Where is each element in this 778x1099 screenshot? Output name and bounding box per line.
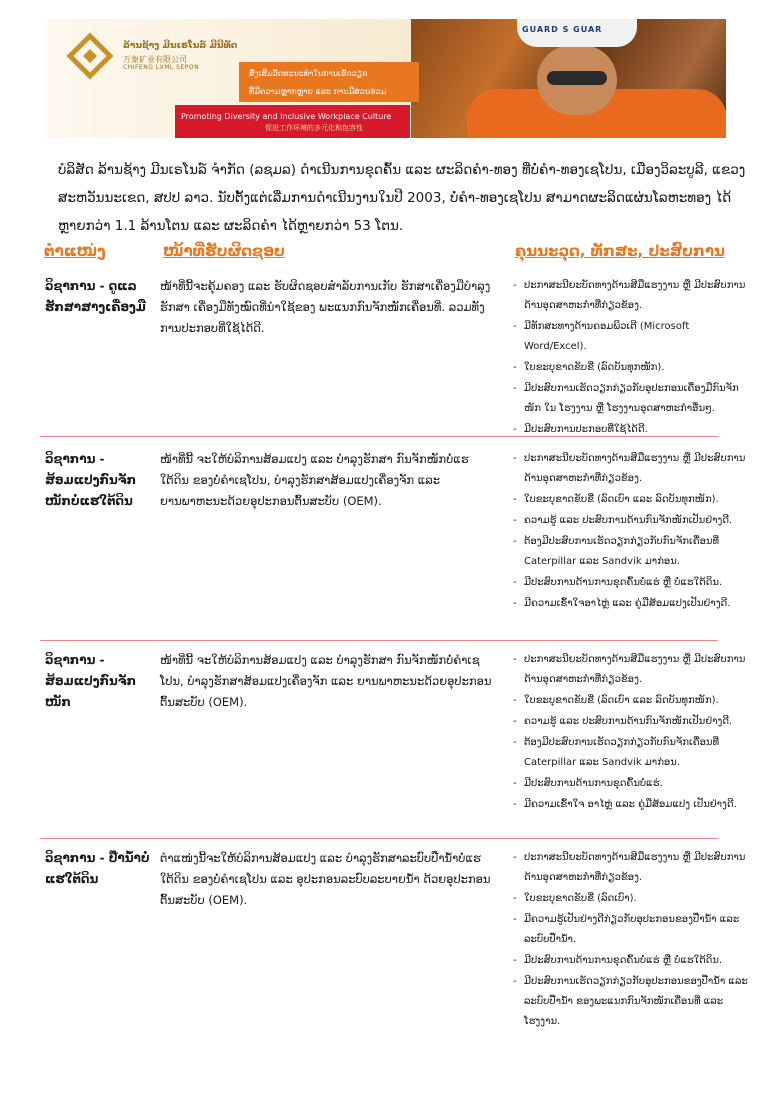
company-logo-icon xyxy=(65,31,115,81)
job-qualifications xyxy=(512,848,750,1033)
qualification-item: - ໃບຂະບຸຂາດຂັບຂີ່ (ລົດເບົາ). xyxy=(524,889,750,909)
qualification-item: - ມີປະສົບການເຮັດວຽກກ່ຽວກັບອຸປະກອນຂອງປ໊ຳນ້ຳ ແລະ ລະບົບປ໊ຳນ້ຳ ຂອງພະແນກກົນຈັກໜັກເຄື່ອນທີ່ ແລະ ໂຮງງານ. xyxy=(524,972,750,1032)
company-name-cn: 万象矿业有限公司 xyxy=(123,55,187,64)
slogan-lao-line-2: ທີ່ມີຄວາມຫຼາກຫຼາຍ ແລະ ການມີສ່ວນຮ່ວມ xyxy=(249,87,387,96)
job-position: ວິຊາການ - ສ້ອມແປງກົນຈັກໜັກ xyxy=(45,653,137,709)
header-banner xyxy=(47,19,726,138)
slogan-lao-line-1: ສົ່ງເສີມວັດທະນະທຳໃນການເຮັດວຽກ xyxy=(249,69,368,78)
qualification-item: - ມີຄວາມເຂົ້າໃຈ ອາໄຫຼ່ ແລະ ຄູ່ມືສ້ອມແປງ ເປັນຢ່າງດີ. xyxy=(524,795,750,815)
slogan-cn: 促进工作环境的多元化和包容性 xyxy=(265,124,363,132)
safety-glasses xyxy=(547,71,607,85)
qualification-item: - ປະກາສະນີຍະບັດທາງດ້ານສີມືແຮງງານ ຫຼື ມີປະສົບການດ້ານອຸດສາຫະກຳທີ່ກ່ຽວຂ້ອງ. xyxy=(524,449,750,489)
qualification-item: - ຕ້ອງມີປະສົບການເຮັດວຽກກ່ຽວກັບກົນຈັກເຄື່ອນທີ່ Caterpillar ແລະ Sandvik ມາກ່ອນ. xyxy=(524,733,750,773)
job-position: ວິຊາການ - ປ໊ຳນ້ຳບໍ່ແຮໃຕ້ດິນ xyxy=(45,851,150,886)
slogan-en-ribbon xyxy=(175,105,410,138)
company-name-lao: ລ້ານຊ້າງ ມີນເຣໂນລ໌ ມີນີທັດ xyxy=(123,41,238,51)
qualification-item: - ປະກາສະນີຍະບັດທາງດ້ານສີມືແຮງງານ ຫຼື ມີປະສົບການດ້ານອຸດສາຫະກຳທີ່ກ່ຽວຂ້ອງ. xyxy=(524,276,750,316)
job-qualifications xyxy=(512,650,750,816)
job-position: ວິຊາການ - ດູແລຮັກສາສາງເຄື່ອງມື xyxy=(45,279,146,314)
job-qualifications xyxy=(512,449,750,615)
qualification-item: - ໃບຂະບຸຂາດຂັບຂີ່ (ລົດເບົາ ແລະ ລົດບັນທຸກໜັກ). xyxy=(524,490,750,510)
job-qualifications xyxy=(512,276,750,441)
qualification-item: - ມີປະສົບການດ້ານການຂຸດຄົ້ນບໍ່ແຮ່ ຫຼື ບໍ່ແຮໃຕ້ດິນ. xyxy=(524,951,750,971)
row-divider xyxy=(40,838,718,839)
header-duties: ໜ້າທີ່ຮັບຜິດຊອບ xyxy=(163,242,285,260)
qualification-item: - ມີທັກສະທາງດ້ານຄອມພິວເຕີ (Microsoft Word/Excel). xyxy=(524,317,750,357)
job-duty: ໜ້າທີ່ນີ້ ຈະໃຫ້ບໍລິການສ້ອມແປງ ແລະ ບຳລຸງຮັກສາ ກົນຈັກໜັກບໍ່ແຮໃຕ້ດິນ ຂອງບໍ່ຄຳເຊໂປນ, ບຳລຸງຮັກສາສ້ອມແປງເຄື່ອງຈັກ ແລະ ຍານພາຫະນະດ້ວຍອຸປະກອນຕົ້ນສະບັບ (OEM). xyxy=(160,452,469,508)
qualification-item: - ມີປະສົບການເຮັດວຽກກ່ຽວກັບອຸປະກອນເຄື່ອງມືກົນຈັກໜັກ ໃນ ໂຮງງານ ຫຼື ໂຮງງານອຸດສາຫະກຳອື່ນໆ. xyxy=(524,379,750,419)
row-divider xyxy=(40,640,718,641)
header-position: ຕຳແໜ່ງ xyxy=(44,242,106,260)
qualification-item: - ຕ້ອງມີປະສົບການເຮັດວຽກກ່ຽວກັບກົນຈັກເຄື່ອນທີ່ Caterpillar ແລະ Sandvik ມາກ່ອນ. xyxy=(524,532,750,572)
job-duty: ຕຳແໜ່ງນີ້ຈະໃຫ້ບໍລິການສ້ອມແປງ ແລະ ບຳລຸງຮັກສາລະບົບປ໊ຳນ້ຳບໍ່ແຮໃຕ້ດິນ ຂອງບໍ່ຄຳເຊໂປນ ແລະ ອຸປະກອນລະບົບລະບາຍນ້ຳ ດ້ວຍອຸປະກອນຕົ້ນສະບັບ (OEM). xyxy=(160,851,491,907)
qualification-item: - ປະກາສະນີຍະບັດທາງດ້ານສີມືແຮງງານ ຫຼື ມີປະສົບການດ້ານອຸດສາຫະກຳທີ່ກ່ຽວຂ້ອງ. xyxy=(524,650,750,690)
helmet-text: GUARD S GUAR xyxy=(522,25,603,34)
job-duty: ໜ້າທີ່ນີ້ຈະຄຸ້ມຄອງ ແລະ ຮັບຜິດຊອບສຳລັບການເກັບ ຮັກສາເຄື່ອງມືບຳລຸງຮັກສາ ເຄື່ອງມືທັງໝົດທີ່ນຳໃຊ້ຂອງ ພະແນກກົນຈັກໜັກເຄື່ອນທີ່. ລວມທັງການປະກອບທີ່ໃຊ້ໄດ້ດີ. xyxy=(160,279,491,335)
row-divider xyxy=(40,436,718,437)
qualification-item: - ມີປະສົບການດ້ານການຂຸດຄົ້ນບໍ່ແຮ່ ຫຼື ບໍ່ແຮໃຕ້ດິນ. xyxy=(524,573,750,593)
qualification-item: - ມີຄວາມເຂົ້າໃຈອາໄຫຼ່ ແລະ ຄູ່ມືສ້ອມແປງເປັນຢ່າງດີ. xyxy=(524,594,750,614)
header-qualifications: ຄຸນນະວຸດ, ທັກສະ, ປະສົບການ xyxy=(515,242,725,260)
qualification-item: - ຄວາມຮູ້ ແລະ ປະສົບການດ້ານກົນຈັກໜັກເປັນຢ່າງດີ. xyxy=(524,712,750,732)
qualification-item: - ຄວາມຮູ້ ແລະ ປະສົບການດ້ານກົນຈັກໜັກເປັນຢ່າງດີ. xyxy=(524,511,750,531)
job-position: ວິຊາການ - ສ້ອມແປງກົນຈັກໜັກບໍ່ແຮໃຕ້ດິນ xyxy=(45,452,137,508)
qualification-item: - ມີປະສົບການປະກອບທີ່ໃຊ້ໄດ້ດີ. xyxy=(524,420,750,440)
qualification-item: - ໃບຂະບຸຂາດຂັບຂີ່ (ລົດບັນທຸກໜັກ). xyxy=(524,358,750,378)
slogan-en: Promoting Diversity and Inclusive Workplace Culture xyxy=(181,112,392,121)
qualification-item: - ມີປະສົບການດ້ານການຂຸດຄົ້ນບໍ່ແຮ່. xyxy=(524,774,750,794)
qualification-item: - ມີຄວາມຮູ້ເປັນຢ່າງດີກ່ຽວກັບອຸປະກອນຂອງປ໊ຳນ້ຳ ແລະ ລະບົບປ໊ຳນ້ຳ. xyxy=(524,910,750,950)
job-duty: ໜ້າທີ່ນີ້ ຈະໃຫ້ບໍລິການສ້ອມແປງ ແລະ ບຳລຸງຮັກສາ ກົນຈັກໜັກບໍ່ຄຳເຊໂປນ, ບຳລຸງຮັກສາສ້ອມແປງເຄື່ອງຈັກ ແລະ ຍານພາຫະນະດ້ວຍອຸປະກອນຕົ້ນສະບັບ (OEM). xyxy=(160,653,492,709)
qualification-item: - ປະກາສະນີຍະບັດທາງດ້ານສີມືແຮງງານ ຫຼື ມີປະສົບການດ້ານອຸດສາຫະກຳທີ່ກ່ຽວຂ້ອງ. xyxy=(524,848,750,888)
company-name-en: CHIFENG LXML SEPON xyxy=(123,64,200,71)
qualification-item: - ໃບຂະບຸຂາດຂັບຂີ່ (ລົດເບົາ ແລະ ລົດບັນທຸກໜັກ). xyxy=(524,691,750,711)
slogan-lao-ribbon xyxy=(239,62,419,102)
intro-paragraph: ບໍລິສັດ ລ້ານຊ້າງ ມີນເຣໂນລ໌ ຈຳກັດ (ລຊມລ) ດຳເນີນການຂຸດຄົ້ນ ແລະ ຜະລິດຄຳ-ທອງ ທີ່ບໍ່ຄຳ-ທອງເຊໂປນ, ເມືອງວິລະບູລີ, ແຂວງສະຫວັນນະເຂດ, ສປປ ລາວ. ນັບຕັ້ງແຕ່ເລີ່ມການດຳເນີນງານໃນປີ 2003, ບໍ່ຄຳ-ທອງເຊໂປນ ສາມາດຜະລິດແຜ່ນໂລຫະທອງ ໄດ້ຫຼາຍກວ່າ 1.1 ລ້ານໂຕນ ແລະ ຜະລິດຄຳ ໄດ້ຫຼາຍກວ່າ 53 ໂຕນ. xyxy=(58,162,746,234)
